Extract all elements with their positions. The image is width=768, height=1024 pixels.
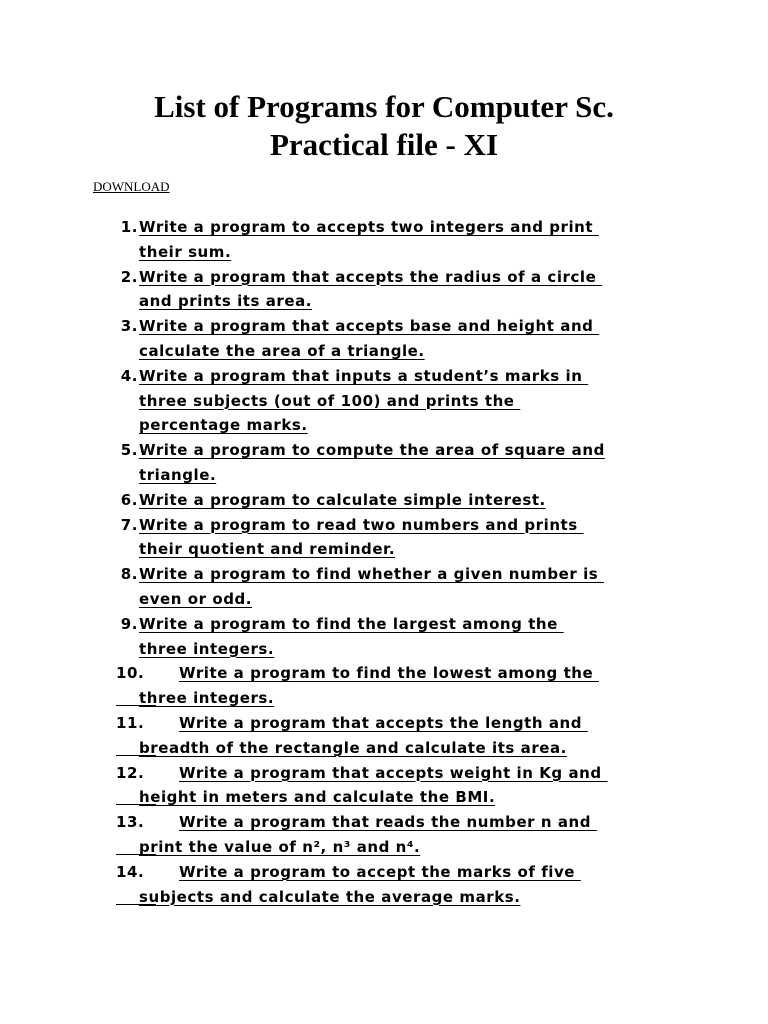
item-text-line: even or odd. (139, 589, 253, 608)
title-line-1: List of Programs for Computer Sc. (154, 89, 614, 124)
item-text-line: their sum. (139, 242, 232, 261)
item-number: 8. (120, 565, 138, 584)
list-item (93, 761, 713, 811)
item-text-line: Write a program that accepts the radius of a circle (139, 267, 603, 286)
item-text-line: their quotient and reminder. (139, 540, 396, 559)
list-item (93, 438, 713, 488)
list-item (93, 562, 713, 612)
item-text-line: three subjects (out of 100) and prints the (139, 391, 521, 410)
title-line-2: Practical file - XI (269, 127, 499, 162)
page-title (0, 88, 768, 164)
item-text-line: Write a program that accepts the length and (179, 713, 588, 732)
item-number: 5. (120, 441, 138, 460)
item-text-line: percentage marks. (139, 416, 308, 435)
item-text-line: Write a program that accepts weight in Kg and (179, 763, 608, 782)
item-number: 12. (116, 761, 161, 811)
item-text-line: Write a program that inputs a student’s marks in (139, 366, 589, 385)
item-text-line: Write a program to accepts two integers and print (139, 218, 599, 236)
list-item (93, 711, 713, 761)
item-text-line: Write a program to calculate simple interest. (139, 490, 546, 509)
item-number: 2. (120, 267, 138, 286)
item-text-line: Write a program that reads the number n and (179, 813, 597, 832)
item-text-line: three integers. (139, 689, 275, 708)
list-item (93, 661, 713, 711)
list-item (93, 488, 713, 513)
item-number: 3. (120, 317, 138, 336)
item-text-line: Write a program to compute the area of square and (139, 441, 605, 460)
item-text-line: height in meters and calculate the BMI. (139, 788, 496, 807)
list-item (93, 810, 713, 860)
item-number: 6. (120, 490, 138, 509)
item-number: 13. (116, 810, 161, 860)
item-text-line: Write a program to find the lowest among the (179, 664, 600, 683)
item-text-line: Write a program to read two numbers and prints (139, 515, 584, 534)
program-list (93, 215, 713, 909)
item-text-line: Write a program to accept the marks of five (179, 862, 581, 881)
item-text-line: calculate the area of a triangle. (139, 341, 425, 360)
item-text-line: triangle. (139, 465, 217, 484)
item-text-line: Write a program that accepts base and height and (139, 317, 600, 336)
item-number: 7. (120, 515, 138, 534)
item-text-line: Write a program to find the largest among the (139, 614, 564, 633)
item-text-line: Write a program to find whether a given number is (139, 565, 605, 584)
item-text-line: and prints its area. (139, 292, 313, 311)
list-item (93, 860, 713, 910)
list-item (93, 612, 713, 662)
item-number: 11. (116, 711, 161, 761)
download-link[interactable]: DOWNLOAD (93, 179, 170, 194)
item-text-line: subjects and calculate the average marks. (139, 887, 521, 906)
list-item (93, 364, 713, 438)
list-item (93, 215, 713, 265)
item-number: 9. (120, 614, 138, 633)
item-number: 1. (120, 218, 138, 236)
item-text-line: three integers. (139, 639, 275, 658)
list-item (93, 265, 713, 315)
item-number: 4. (120, 366, 138, 385)
list-item (93, 314, 713, 364)
item-text-line: breadth of the rectangle and calculate its area. (139, 738, 567, 757)
item-number: 14. (116, 860, 161, 910)
item-number: 10. (116, 661, 161, 711)
item-text-line: print the value of n², n³ and n⁴. (139, 837, 421, 856)
list-item (93, 513, 713, 563)
